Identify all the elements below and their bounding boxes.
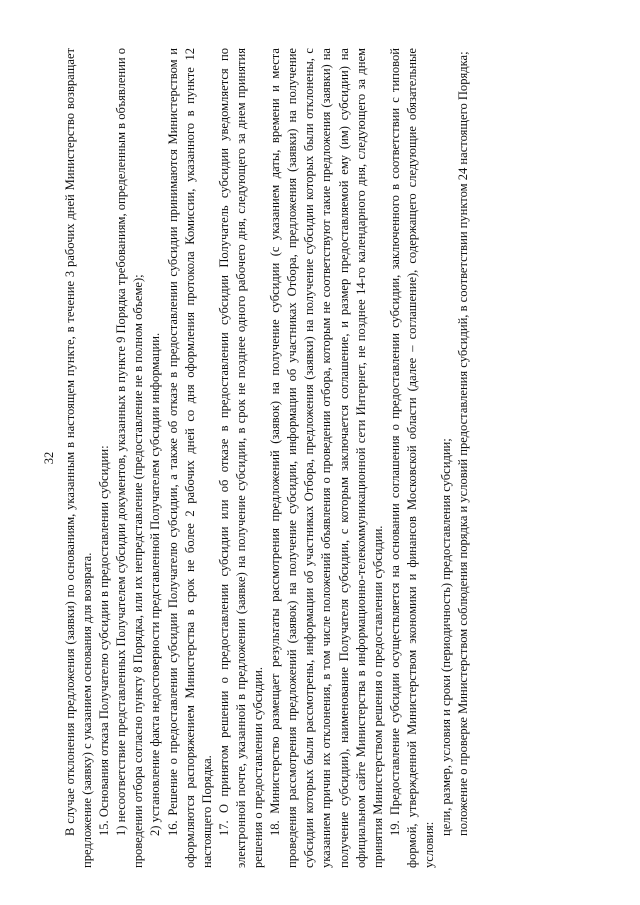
paragraph-15-item-2: 2) установление факта недостоверности представленной Получателем субсидии информации. <box>148 332 163 836</box>
paragraph-16: 16. Решение о предоставлении субсидии Получателю субсидии, а также об отказе в предоставлении субсидии принимаются Министерством и оформляются распоряжением Министерства в срок не более 2 рабочих дней со дня оформления протокола Комиссии, указанного в пункте 12 настоящего Порядка. <box>165 48 214 868</box>
document-body <box>62 48 472 868</box>
paragraph-14-continuation: В случае отклонения предложения (заявки) по основаниям, указанным в настоящем пункте, в течение 3 рабочих дней Министерство возвращает предложение (заявку) с указанием основания для возврата. <box>63 48 95 868</box>
paragraph-19: 19. Предоставление субсидии осуществляется на основании соглашения о предоставлении субсидии, заключенного в соответствии с типовой формой, утвержденной Министерством экономики и финансов Московской области (далее – соглашение), содержащего следующие обязательные условия: <box>387 48 436 868</box>
rotated-content <box>42 48 602 868</box>
paragraph-19-condition-2: положение о проверке Министерством соблюдения порядка и условий предоставления субсидий, в соответствии пунктом 24 настоящего Порядка; <box>456 51 471 836</box>
paragraph-17: 17. О принятом решении о предоставлении субсидии или об отказе в предоставлении субсидии Получатель субсидии уведомляется по электронной почте, указанной в предложении (заявке) на получение субсидии, в срок не позднее одного рабочего дня, следующего за днем принятия решения о предоставлении субсидии. <box>216 48 266 868</box>
page-number: 32 <box>42 451 56 465</box>
paragraph-15-item-1: 1) несоответствие представленных Получателем субсидии документов, указанных в пункте 9 Порядка требованиям, определенным в объявлении о проведении отбора согласно пункту 8 Порядка, или их непредставление (предоставление не в полном объеме); <box>114 48 146 868</box>
paragraph-19-condition-1: цели, размер, условия и сроки (периодичность) предоставления субсидии; <box>439 438 454 836</box>
paragraph-18: 18. Министерство размещает результаты рассмотрения предложений (заявок) на получение субсидии (с указанием даты, времени и места проведения рассмотрения предложений (заявок) на получение субсидии, информации об участниках Отбора, предложения (заявки) на получение субсидии которых были рассмотрены, информации об участниках Отбора, предложения (заявки) на получение субсидии которых были отклонены, с указанием причин их отклонения, в том числе положений объявления о проведении отбора, которым не соответствуют такие предложения (заявки) на получение субсидии), наименование Получателя субсидии, с которым заключается соглашение, и размер предоставляемой ему (им) субсидии) на официальном сайте Министерства в информационно-телекоммуникационной сети Интернет, не позднее 14-го календарного дня, следующего за днем принятия Министерством решения о предоставлении субсидии. <box>268 48 385 868</box>
paragraph-15: 15. Основания отказа Получателю субсидии в предоставлении субсидии: <box>97 445 112 836</box>
